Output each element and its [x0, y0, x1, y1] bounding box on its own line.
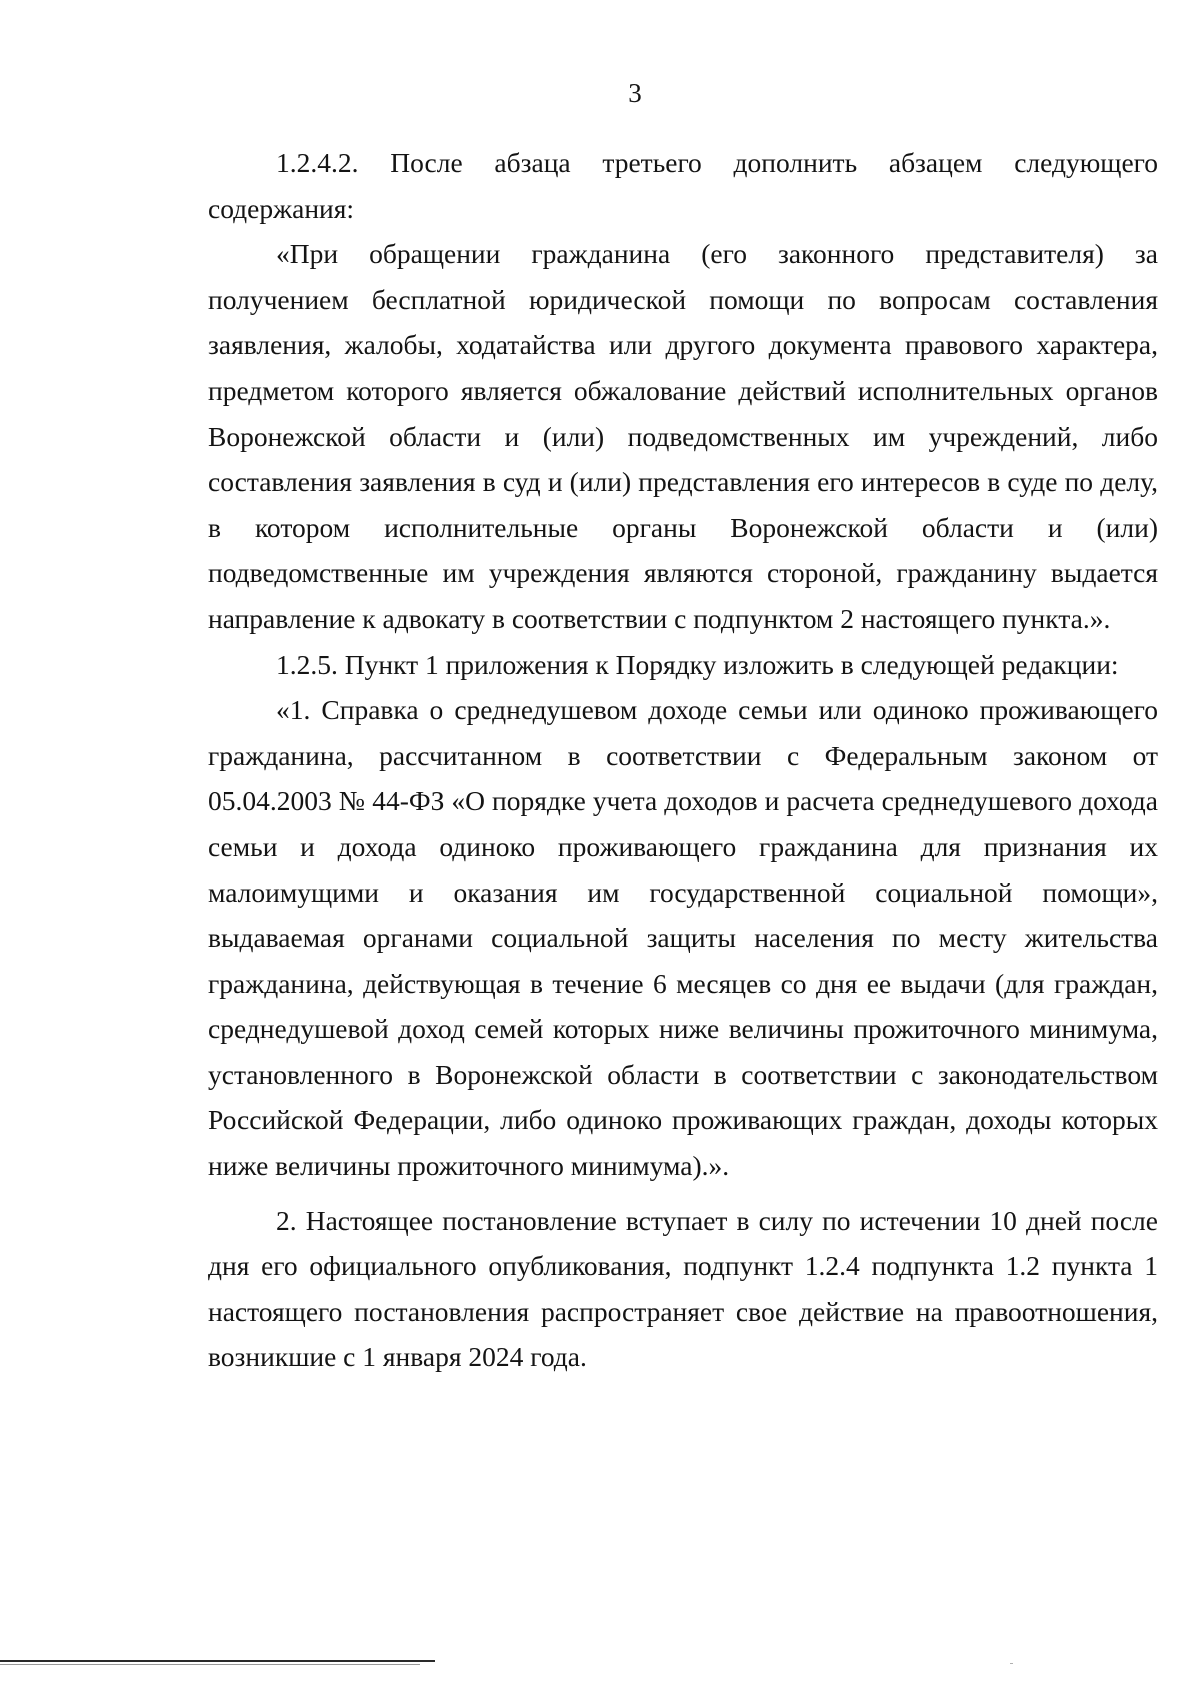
- scan-speck: [1010, 1663, 1013, 1664]
- paragraph-quoted-addition: «При обращении гражданина (его законного представителя) за получением бесплатной юридической помощи по вопросам составления заявления, жалобы, ходатайства или другого документа правового характера, предметом которого является обжалование действий исполнительных органов Воронежской области и (или) подведомственных им учреждений, либо составления заявления в суд и (или) представления его интересов в суде по делу, в котором исполнительные органы Воронежской области и (или) подведомственные им учреждения являются стороной, гражданину выдается направление к адвокату в соответствии с подпунктом 2 настоящего пункта.».: [208, 238, 1158, 634]
- scan-edge-line-shadow: [0, 1664, 420, 1665]
- paragraph-quoted-item-1: «1. Справка о среднедушевом доходе семьи или одиноко проживающего гражданина, рассчитанном в соответствии с Федеральным законом от 05.04.2003 № 44-ФЗ «О порядке учета доходов и расчета среднедушевого дохода семьи и дохода одиноко проживающего гражданина для признания их малоимущими и оказания им государственной социальной помощи», выдаваемая органами социальной защиты населения по месту жительства гражданина, действующая в течение 6 месяцев со дня ее выдачи (для граждан, среднедушевой доход семей которых ниже величины прожиточного минимума, установленного в Воронежской области в соответствии с законодательством Российской Федерации, либо одиноко проживающих граждан, доходы которых ниже величины прожиточного минимума).».: [208, 694, 1158, 1182]
- page-number: 3: [628, 78, 642, 108]
- document-body: [208, 140, 1158, 1380]
- scan-edge-line: [0, 1660, 435, 1662]
- paragraph-2-effective-date: 2. Настоящее постановление вступает в силу по истечении 10 дней после дня его официального опубликования, подпункт 1.2.4 подпункта 1.2 пункта 1 настоящего постановления распространяет свое действие на правоотношения, возникшие с 1 января 2024 года.: [208, 1204, 1158, 1373]
- paragraph-1-2-4-2: 1.2.4.2. После абзаца третьего дополнить абзацем следующего содержания:: [208, 147, 1158, 224]
- paragraph-1-2-5: 1.2.5. Пункт 1 приложения к Порядку изложить в следующей редакции:: [276, 648, 1119, 680]
